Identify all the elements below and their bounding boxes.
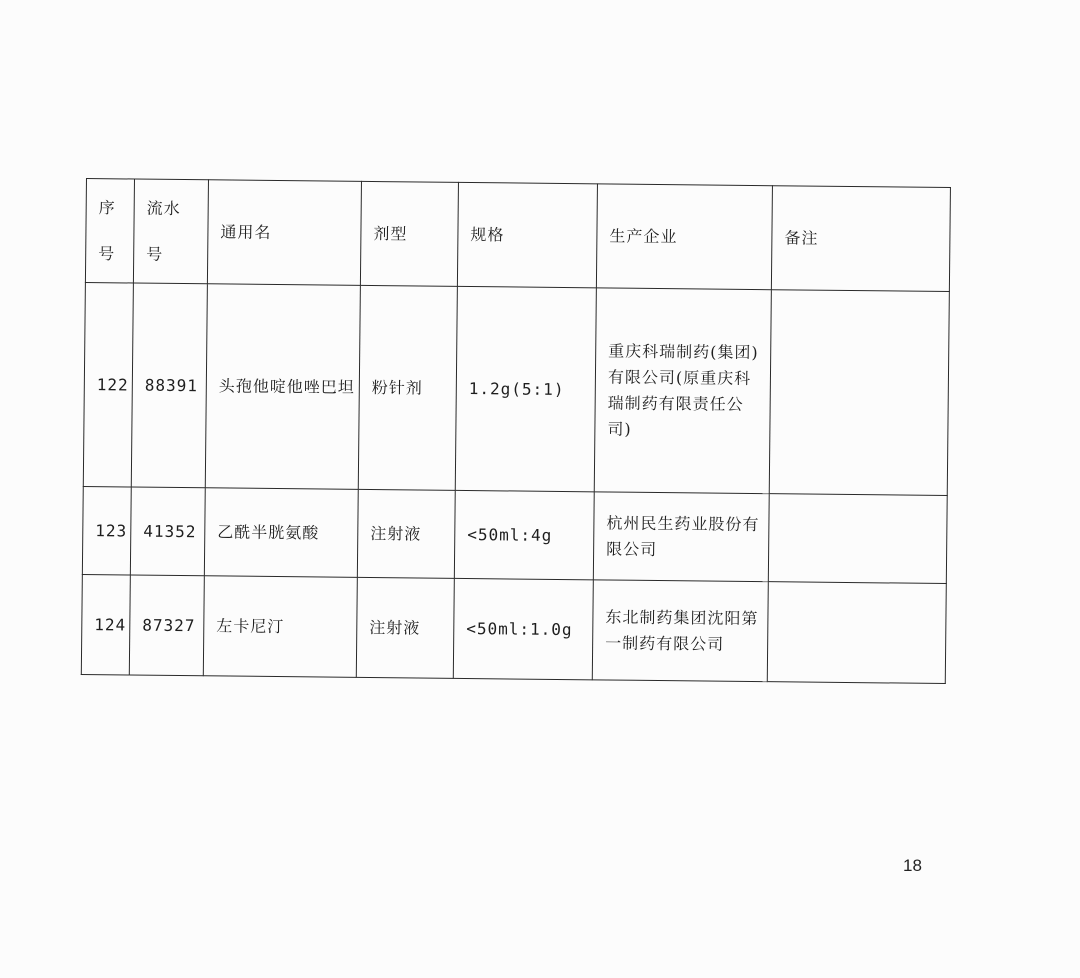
header-serial [133,179,208,284]
cell-spec: <50ml:4g [454,490,594,579]
table-row [83,282,949,495]
cell-generic-name: 乙酰半胱氨酸 [204,488,358,578]
header-seq-line2: 号 [98,243,116,263]
cell-manufacturer: 杭州民生药业股份有限公司 [593,492,769,582]
cell-seq: 123 [82,486,131,574]
cell-remark [768,494,947,584]
cell-spec: <50ml:1.0g [453,578,593,679]
header-seq [85,179,134,283]
cell-manufacturer: 重庆科瑞制药(集团)有限公司(原重庆科瑞制药有限责任公司) [594,288,771,494]
cell-seq: 122 [83,282,133,486]
header-serial-line1: 流水 [146,198,181,218]
cell-spec: 1.2g(5:1) [455,286,596,491]
header-seq-line1: 序 [98,197,116,217]
header-manufacturer: 生产企业 [596,184,772,290]
cell-serial: 41352 [130,487,205,576]
cell-remark [767,582,946,684]
cell-manufacturer: 东北制药集团沈阳第一制药有限公司 [592,580,768,682]
header-dosage-form: 剂型 [360,181,458,286]
header-serial-line2: 号 [146,244,164,264]
cell-dosage-form: 注射液 [356,577,454,678]
cell-generic-name: 头孢他啶他唑巴坦 [205,284,360,490]
header-spec: 规格 [457,182,597,287]
cell-dosage-form: 粉针剂 [358,285,457,490]
table-row [81,574,946,683]
cell-remark [769,290,949,496]
cell-dosage-form: 注射液 [357,489,455,578]
table-row [82,486,947,583]
cell-serial: 88391 [131,283,207,488]
cell-seq: 124 [81,574,130,674]
header-remark: 备注 [771,186,950,292]
cell-serial: 87327 [129,575,204,676]
page-number: 18 [903,856,922,875]
header-generic-name: 通用名 [207,180,361,286]
drug-list-table [81,178,951,684]
cell-generic-name: 左卡尼汀 [203,576,357,678]
table-header-row [85,179,950,292]
